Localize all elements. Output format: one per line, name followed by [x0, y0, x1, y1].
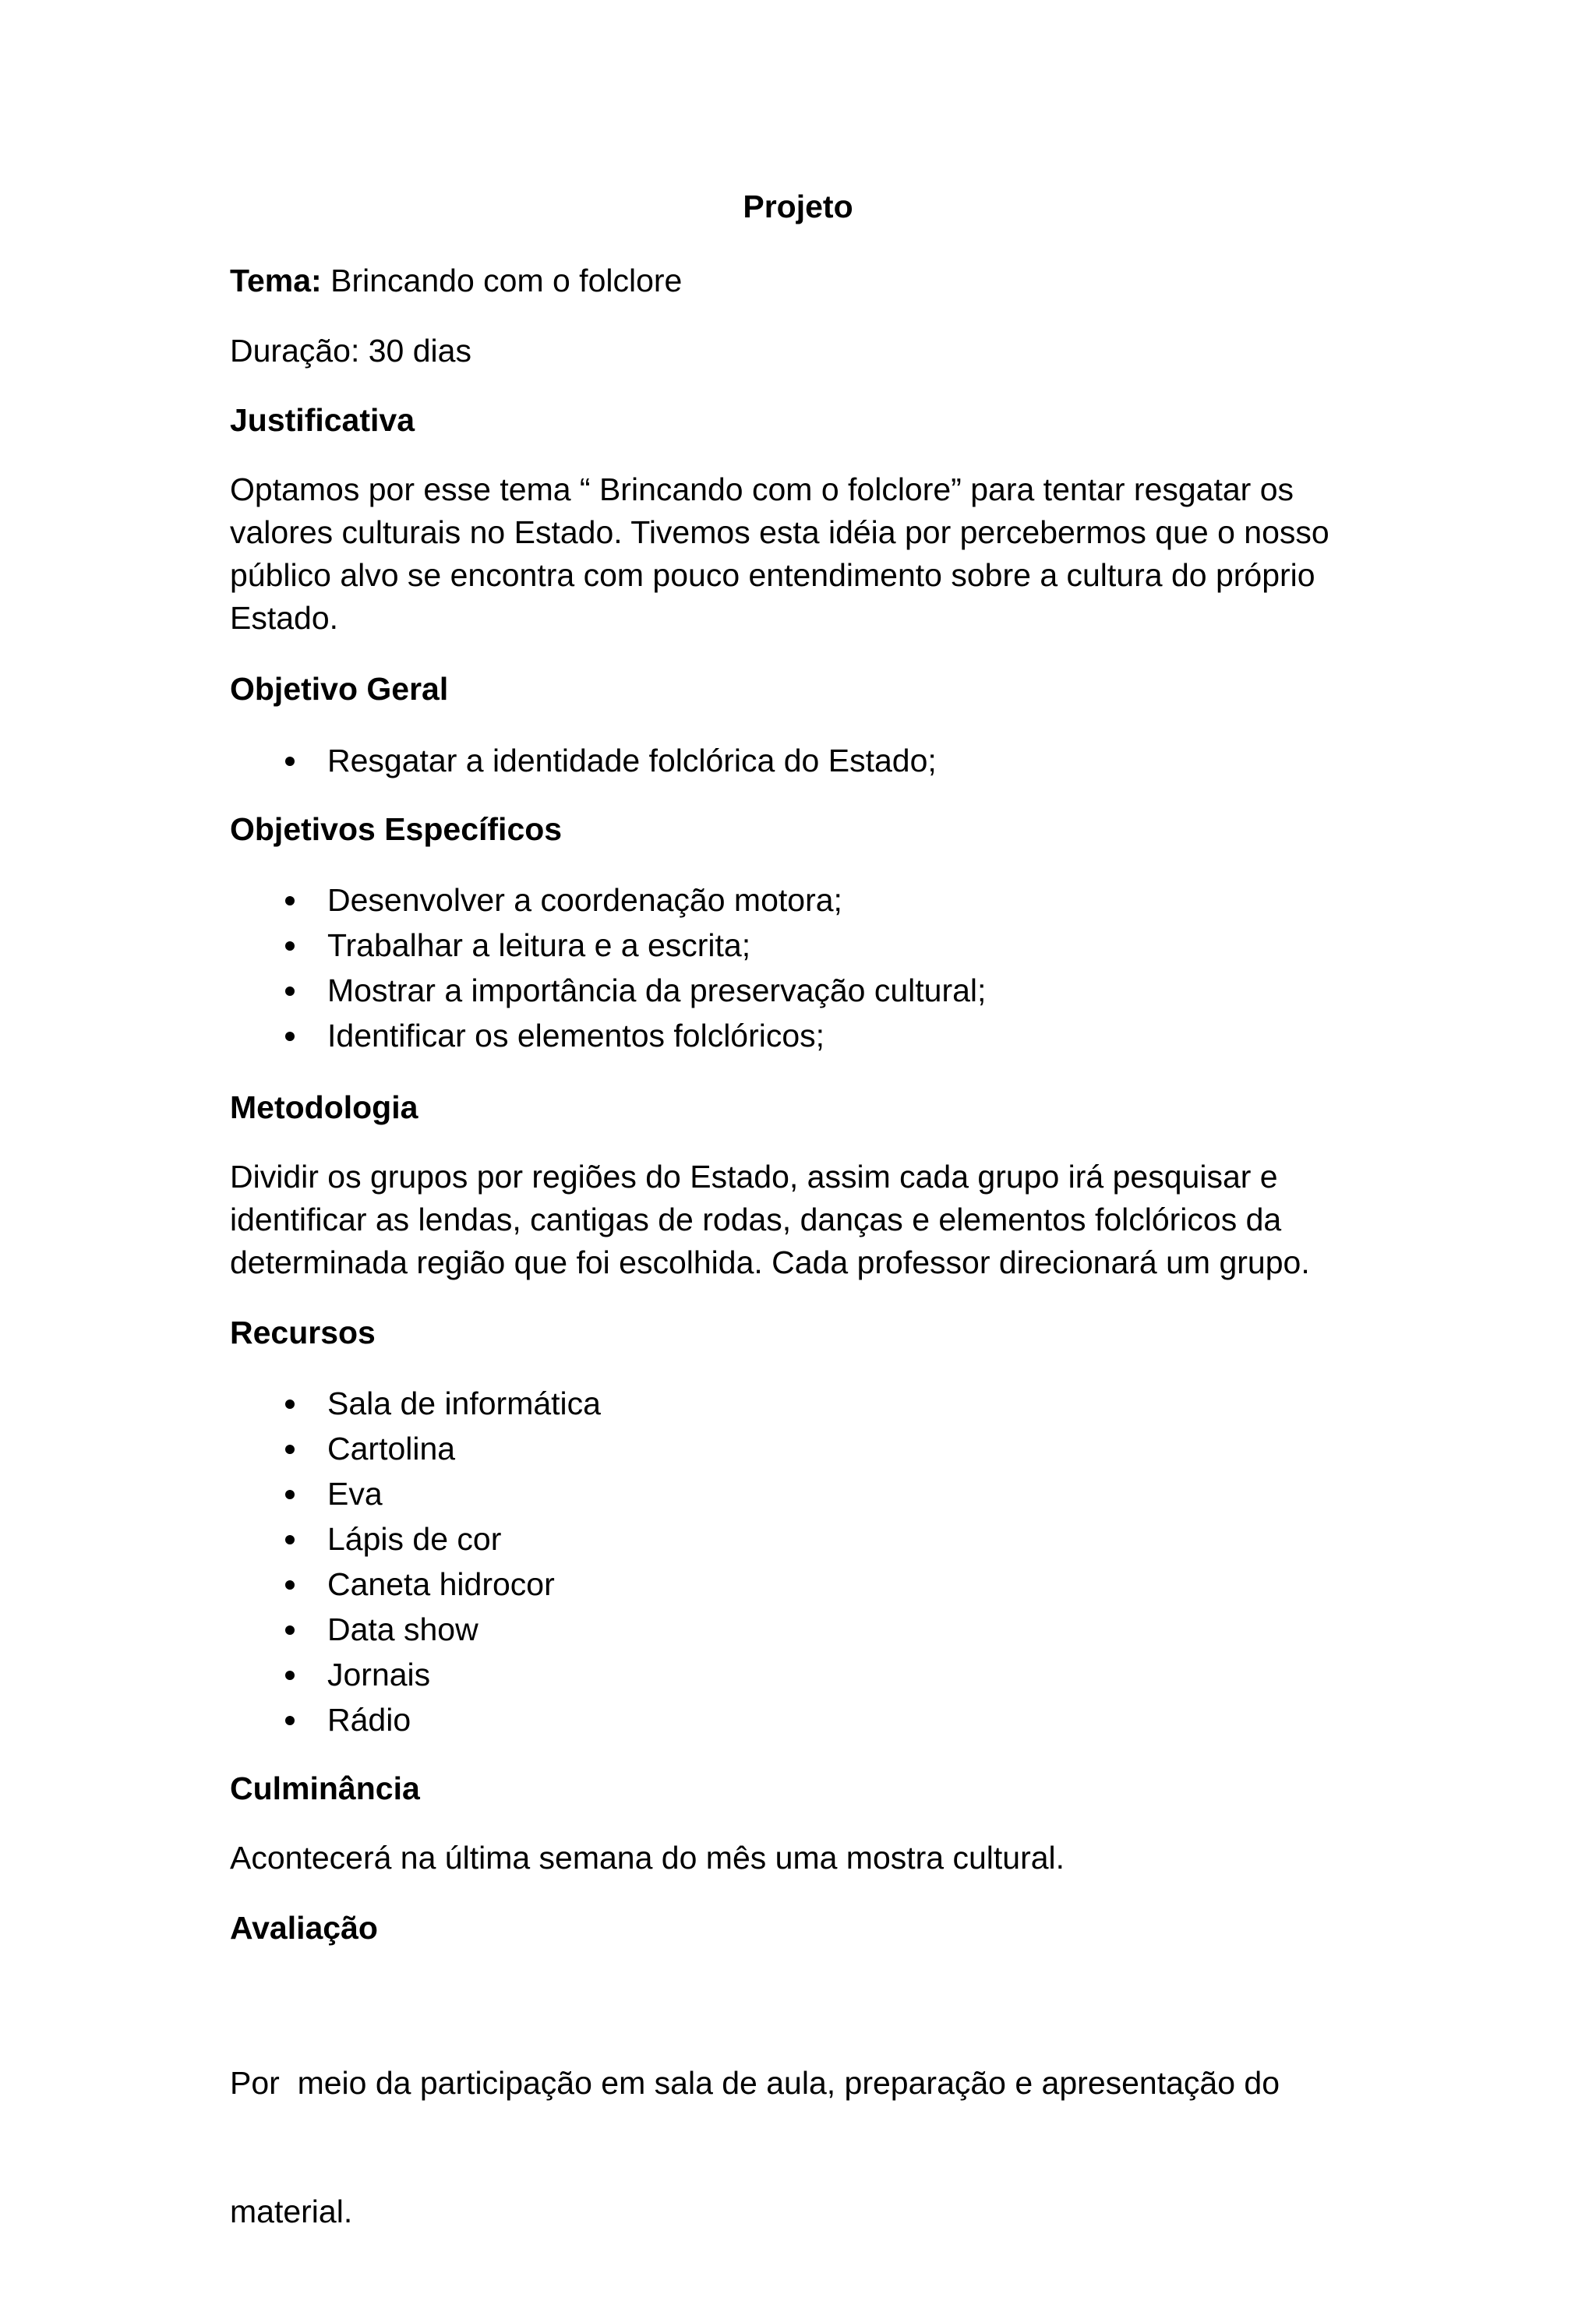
metodologia-line: Dividir os grupos por regiões do Estado, assim cada grupo irá pesquisar e: [230, 1159, 1278, 1195]
list-item-text: Lápis de cor: [327, 1521, 502, 1557]
list-item: [230, 1652, 1383, 1697]
justificativa-paragraph: [230, 468, 1383, 640]
list-item-text: Identificar os elementos folclóricos;: [327, 1018, 825, 1054]
recursos-heading: Recursos: [230, 1315, 376, 1350]
list-item: [230, 877, 1383, 923]
objetivos-especificos-heading: Objetivos Específicos: [230, 811, 563, 847]
list-item-text: Eva: [327, 1476, 383, 1512]
metodologia-line: determinada região que foi escolhida. Cada professor direcionará um grupo.: [230, 1244, 1310, 1280]
list-item-text: Mostrar a importância da preservação cultural;: [327, 972, 987, 1008]
justificativa-line: público alvo se encontra com pouco entendimento sobre a cultura do próprio: [230, 557, 1315, 593]
bullet-icon: [285, 1671, 295, 1680]
list-item: [230, 1381, 1383, 1426]
recursos-list: [230, 1381, 1383, 1742]
justificativa-heading: Justificativa: [230, 402, 415, 438]
justificativa-line: Estado.: [230, 600, 339, 636]
bullet-icon: [285, 757, 295, 766]
bullet-icon: [285, 941, 295, 951]
bullet-icon: [285, 1490, 295, 1499]
bullet-icon: [285, 1716, 295, 1725]
objetivo-geral-heading: Objetivo Geral: [230, 671, 449, 707]
bullet-icon: [285, 1445, 295, 1454]
bullet-icon: [285, 1580, 295, 1590]
culminancia-heading: Culminância: [230, 1770, 420, 1806]
objetivo-geral-list: [230, 738, 1383, 783]
culminancia-line: Acontecerá na última semana do mês uma mostra cultural.: [230, 1840, 1065, 1876]
justificativa-line: valores culturais no Estado. Tivemos esta idéia por percebermos que o nosso: [230, 514, 1329, 550]
bullet-icon: [285, 987, 295, 996]
bullet-icon: [285, 1400, 295, 1409]
list-item-text: Rádio: [327, 1702, 411, 1738]
tema-line: [230, 259, 1383, 302]
list-item-text: Trabalhar a leitura e a escrita;: [327, 927, 751, 963]
bullet-icon: [285, 1032, 295, 1041]
bullet-icon: [285, 1625, 295, 1635]
list-item: [230, 1471, 1383, 1516]
list-item: [230, 1607, 1383, 1652]
tema-value: Brincando com o folclore: [330, 263, 683, 298]
list-item: [230, 1426, 1383, 1471]
avaliacao-heading: Avaliação: [230, 1910, 378, 1946]
avaliacao-line: Por meio da participação em sala de aula, preparação e apresentação do: [230, 2065, 1280, 2101]
culminancia-paragraph: [230, 1837, 1383, 1880]
list-item: [230, 1697, 1383, 1742]
bullet-icon: [285, 1535, 295, 1544]
list-item: [230, 968, 1383, 1013]
list-item-text: Jornais: [327, 1657, 431, 1692]
list-item: [230, 1562, 1383, 1607]
list-item-text: Resgatar a identidade folclórica do Estado;: [327, 743, 937, 778]
duracao-line: Duração: 30 dias: [230, 333, 471, 369]
avaliacao-line: material.: [230, 2194, 353, 2229]
list-item-text: Caneta hidrocor: [327, 1566, 555, 1602]
list-item: [230, 738, 1383, 783]
list-item: [230, 1013, 1383, 1058]
metodologia-heading: Metodologia: [230, 1089, 418, 1125]
justificativa-line: Optamos por esse tema “ Brincando com o folclore” para tentar resgatar os: [230, 471, 1294, 507]
list-item: [230, 923, 1383, 968]
list-item: [230, 1516, 1383, 1562]
list-item-text: Data show: [327, 1611, 478, 1647]
list-item-text: Cartolina: [327, 1431, 456, 1467]
tema-label: Tema:: [230, 263, 322, 298]
metodologia-line: identificar as lendas, cantigas de rodas, danças e elementos folclóricos da: [230, 1202, 1282, 1237]
avaliacao-paragraph: [230, 1976, 1383, 2319]
document-title: Projeto: [743, 189, 853, 224]
bullet-icon: [285, 896, 295, 905]
list-item-text: Sala de informática: [327, 1385, 601, 1421]
objetivos-especificos-list: [230, 877, 1383, 1058]
list-item-text: Desenvolver a coordenação motora;: [327, 882, 842, 918]
metodologia-paragraph: [230, 1156, 1383, 1284]
